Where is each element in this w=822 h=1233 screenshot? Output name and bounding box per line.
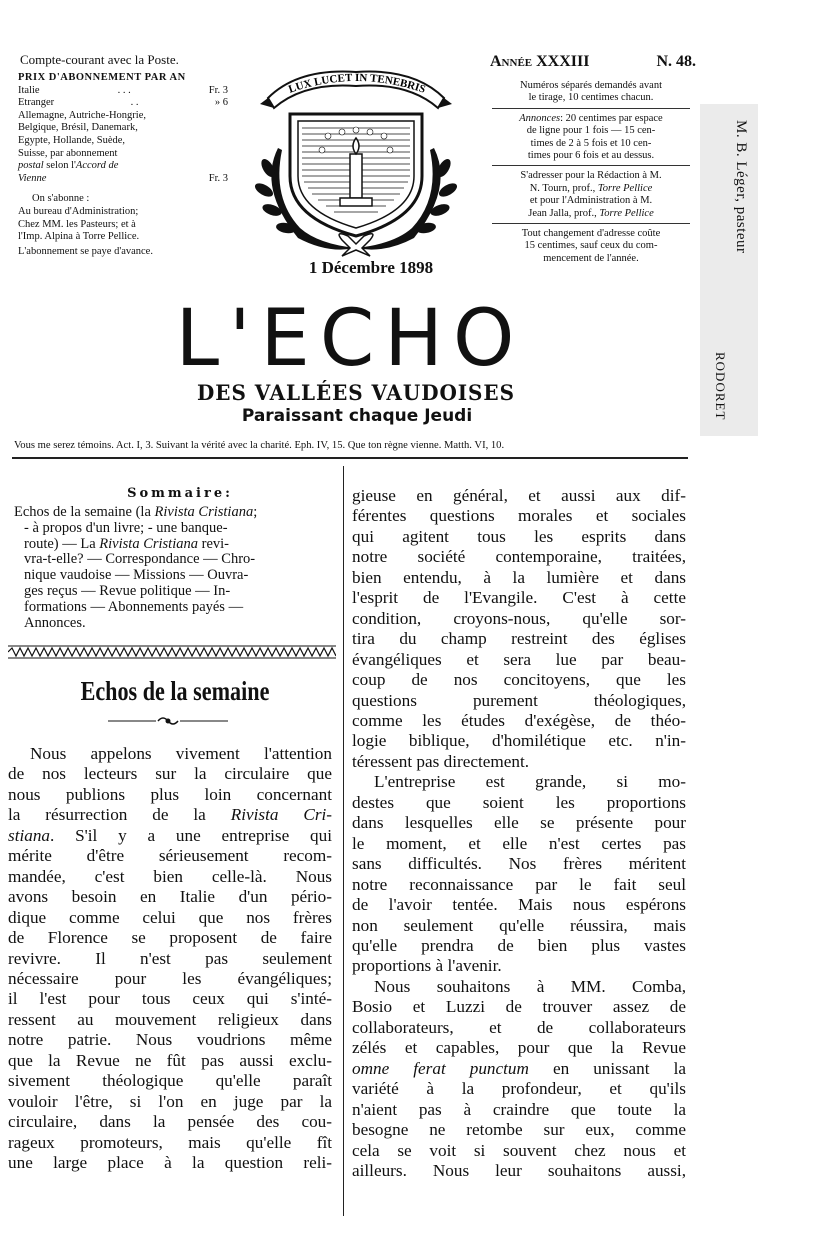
subscribe-line: Au bureau d'Administration;: [18, 205, 139, 217]
summary-text: - à propos d'un livre; - une banque-: [24, 519, 228, 536]
body-text: dique comme celui que nos frères: [8, 907, 332, 927]
text-line: [8, 1030, 332, 1050]
text-line: [352, 916, 686, 936]
text-line: [8, 826, 332, 846]
summary-text: vra-t-elle? — Correspondance — Chro-: [24, 551, 256, 568]
body-text: qui agitent tous les esprits dans: [352, 526, 686, 546]
info-line: [492, 208, 690, 220]
text-line: [8, 908, 332, 928]
text-line: [352, 752, 686, 772]
subscription-title: PRIX D'ABONNEMENT PAR AN: [18, 72, 186, 83]
postal-price: Fr. 3: [208, 172, 228, 184]
body-text: mérite d'être sérieusement recom-: [8, 846, 332, 866]
text-line: [352, 609, 686, 629]
info-line: S'adresser pour la Rédaction à M.: [520, 170, 662, 182]
body-text: cela se voit si souvent chez nous et: [352, 1140, 686, 1160]
info-line: Numéros séparés demandés avant: [520, 80, 662, 91]
summary-text: nique vaudoise — Missions — Ouvra-: [24, 567, 249, 584]
text-line: [352, 588, 686, 608]
text-line: [8, 1010, 332, 1030]
price-row: [18, 97, 228, 110]
text-line: [8, 1071, 332, 1091]
summary-italic: Rivista Cristiana: [99, 535, 198, 552]
text-line: [8, 764, 332, 784]
body-text: une large place à la question reli-: [8, 1153, 332, 1173]
text-line: [8, 928, 332, 948]
body-text: revivre. Il n'est pas seulement: [8, 948, 332, 968]
body-text: Nous appelons vivement l'attention: [30, 744, 332, 763]
body-text: vouloir l'être, si l'on en juge par la: [8, 1091, 332, 1111]
publication-info: [492, 80, 690, 265]
body-text: logie biblique, d'homilétique etc. n'in-: [352, 731, 686, 751]
article-column-right: [352, 486, 686, 1181]
text-line: [8, 867, 332, 887]
body-text: l'esprit de l'Evangile. C'est à cette: [352, 588, 686, 608]
postal-line: Allemagne, Autriche-Hongrie,: [18, 109, 146, 121]
price-country: Italie: [18, 84, 40, 96]
italic-text: stiana: [8, 825, 51, 845]
text-line: [8, 1153, 332, 1173]
body-text: circulaire, dans la pensée des cou-: [8, 1112, 332, 1132]
postal-line: Suisse, par abonnement: [18, 147, 118, 159]
info-line: times de 2 à 5 fois et 10 cen-: [530, 137, 652, 149]
summary-text: Echos de la semaine (la: [14, 504, 155, 520]
text-line: [352, 772, 686, 792]
info-line: 15 centimes, sauf ceux du com-: [524, 240, 658, 252]
body-text: il l'est pour tous ceux qui s'inté-: [8, 989, 332, 1009]
text-line: [8, 989, 332, 1009]
text-line: [8, 1112, 332, 1132]
text-line: [352, 506, 686, 526]
price-country: Etranger: [18, 97, 55, 109]
body-text: férentes questions morales et sociales: [352, 506, 686, 526]
text-line: [352, 834, 686, 854]
body-text: gieuse en général, et aussi aux dif-: [352, 486, 686, 505]
body-text: collaborateurs, et de collaborateurs: [352, 1017, 686, 1037]
summary-text: formations — Abonnements payés —: [24, 598, 244, 615]
price-value: » 6: [214, 97, 228, 109]
italic-text: Rivista Cri-: [230, 805, 333, 825]
summary-title: Sommaire:: [127, 486, 233, 501]
text-line: [352, 731, 686, 751]
body-text: Nous souhaitons à MM. Comba,: [374, 976, 686, 996]
text-line: [352, 1141, 686, 1161]
subscribe-line: l'Imp. Alpina à Torre Pellice.: [18, 231, 140, 243]
annonces-label: Annonces: [519, 112, 561, 124]
postal-line: [18, 160, 228, 173]
body-text: évangéliques et sera lue par beau-: [352, 649, 686, 669]
body-text: sivement théologique qu'elle paraît: [8, 1071, 332, 1091]
text-line: [352, 936, 686, 956]
body-text: qu'elle prendra de bien plus vastes: [352, 935, 686, 955]
body-text: rageux promoteurs, mais qu'elle fît: [8, 1132, 332, 1152]
postal-italic: Vienne: [18, 172, 47, 184]
text-line: [8, 1051, 332, 1071]
text-line: [8, 949, 332, 969]
body-text: proportions à l'avenir.: [352, 956, 502, 976]
text-line: [8, 846, 332, 866]
masthead-rule: [12, 457, 688, 459]
text-line: [352, 711, 686, 731]
banner-motto: LUX LUCET IN TENEBRIS: [287, 71, 427, 96]
issue-number: N. 48.: [656, 53, 696, 70]
text-line: [352, 486, 686, 506]
body-text: nous publions plus loin concernant: [8, 784, 332, 804]
article-column-left: [8, 744, 332, 1174]
body-text: nécessaire pour les évangéliques;: [8, 968, 332, 988]
body-text: tira du champ restreint des églises: [352, 629, 686, 649]
text-line: [352, 813, 686, 833]
summary-line: [14, 568, 334, 584]
text-line: [352, 670, 686, 690]
body-text: notre reconnaissance par le fait seul: [352, 874, 686, 894]
text-line: [352, 1100, 686, 1120]
info-text: N. Tourn, prof.,: [529, 182, 598, 194]
year-label: Année XXXIII: [490, 53, 590, 70]
body-text: notre patrie. Nous voudrions même: [8, 1030, 332, 1050]
text-line: [352, 793, 686, 813]
text-line: [352, 1079, 686, 1099]
body-text: destes que soient les proportions: [352, 792, 686, 812]
info-text: Jean Jalla, prof.,: [528, 207, 600, 219]
body-text: questions purement théologiques,: [352, 690, 686, 710]
body-text: non seulement qu'elle réussira, mais: [352, 915, 686, 935]
body-text: zélés et capables, pour que la Revue: [352, 1038, 686, 1058]
summary-line: [14, 505, 334, 521]
body-text: en unissant la: [528, 1058, 686, 1078]
text-line: [352, 1018, 686, 1038]
summary-text: route) — La: [24, 535, 100, 552]
summary-line: [14, 552, 334, 568]
text-line: [352, 547, 686, 567]
issue-header: [490, 53, 696, 71]
text-line: [352, 1059, 686, 1079]
body-text: téressent pas directement.: [352, 751, 530, 771]
text-line: [352, 691, 686, 711]
text-line: [352, 527, 686, 547]
text-line: [352, 650, 686, 670]
subscribe-title: On s'abonne :: [32, 193, 90, 205]
summary-text: Annonces.: [24, 614, 86, 631]
postal-line: Egypte, Hollande, Suède,: [18, 134, 126, 146]
text-line: [352, 895, 686, 915]
section-heading: Echos de la semaine: [80, 676, 270, 706]
postal-price-row: [18, 173, 228, 186]
body-text: sans difficultés. Nos frères méritent: [352, 854, 686, 874]
stamp-place: RODORET: [713, 352, 728, 421]
info-line: le tirage, 10 centimes chacun.: [528, 92, 654, 104]
body-text: que la Revue ne fût pas aussi exclu-: [8, 1050, 332, 1070]
price-dots: . . .: [117, 84, 131, 96]
postal-italic: postal: [18, 160, 44, 172]
body-text: coup de nos concitoyens, que les: [352, 670, 686, 690]
postal-account-note: Compte-courant avec la Poste.: [20, 52, 179, 67]
italic-text: omne ferat punctum: [352, 1058, 529, 1078]
publication-frequency: Paraissant chaque Jeudi: [241, 406, 473, 426]
address-stamp: [700, 104, 758, 436]
body-text: ailleurs. Nous leur souhaitons aussi,: [352, 1160, 686, 1180]
body-text: bien entendu, à la lumière et dans: [352, 567, 686, 587]
body-text: de Florence se proposent de faire: [8, 928, 332, 948]
summary-text: ;: [253, 504, 258, 520]
body-text: ressent au mouvement religieux dans: [8, 1009, 332, 1029]
text-line: [8, 1092, 332, 1112]
heading-flourish: [108, 714, 228, 728]
body-text: Bosio et Luzzi de trouver assez de: [352, 997, 686, 1017]
body-text: de l'avoir tentée. Mais nous espérons: [352, 895, 686, 915]
summary-line: [14, 584, 334, 600]
info-line: [492, 113, 690, 125]
text-line: [352, 956, 686, 976]
body-text: comme les études d'exégèse, de théo-: [352, 710, 686, 730]
summary-italic: Rivista Cristiana: [154, 504, 254, 520]
info-line: [492, 183, 690, 195]
price-row: [18, 85, 228, 98]
body-text: de nos lecteurs sur la circulaire que: [8, 764, 332, 784]
text-line: [352, 997, 686, 1017]
text-line: [8, 805, 332, 825]
info-line: de ligne pour 1 fois — 15 cen-: [526, 125, 656, 137]
stamp-recipient: M. B. Léger, pasteur: [733, 120, 749, 254]
text-line: [352, 1038, 686, 1058]
text-line: [352, 977, 686, 997]
body-text: la résurrection de la: [8, 805, 231, 825]
summary-text: revi-: [198, 535, 229, 552]
body-text: besogne ne retombe sur eux, comme: [352, 1120, 686, 1140]
summary-line: [14, 616, 334, 632]
text-line: [8, 744, 332, 764]
newspaper-subtitle: DES VALLÉES VAUDOISES: [197, 380, 515, 405]
text-line: [8, 1133, 332, 1153]
postal-mid: selon l': [43, 160, 76, 172]
column-divider: [343, 466, 344, 1216]
body-text: mandée, c'est bien celle-là. Nous: [8, 866, 332, 886]
text-line: [352, 629, 686, 649]
summary-list: [14, 505, 334, 631]
body-text: le moment, et elle n'est certes pas: [352, 833, 686, 853]
info-line: mencement de l'année.: [543, 252, 639, 264]
price-dots: . .: [130, 97, 139, 109]
info-line: Tout changement d'adresse coûte: [521, 228, 661, 240]
body-text: notre société contemporaine, traitées,: [352, 547, 686, 567]
info-text: : 20 centimes par espace: [560, 112, 663, 124]
body-text: variété à la profondeur, et qu'ils: [352, 1079, 686, 1099]
subscribe-line: Chez MM. les Pasteurs; et à: [18, 218, 136, 230]
body-text: dans lesquelles elle se présente pour: [352, 813, 686, 833]
scripture-motto: Vous me serez témoins. Act. I, 3. Suivant la vérité avec la charité. Eph. IV, 15. Que ton règne vienne. Matth. VI, 10.: [14, 440, 505, 451]
info-line: times pour 6 fois et au dessus.: [527, 150, 655, 162]
postal-line: Belgique, Brésil, Danemark,: [18, 122, 138, 134]
info-line: et pour l'Administration à M.: [529, 195, 653, 207]
summary-text: ges reçus — Revue politique — In-: [24, 582, 231, 599]
postal-italic: Accord de: [75, 160, 119, 172]
summary-line: [14, 537, 334, 553]
text-line: [352, 568, 686, 588]
text-line: [352, 854, 686, 874]
issue-date: 1 Décembre 1898: [308, 258, 434, 277]
newspaper-title: L'ECHO: [175, 294, 525, 384]
body-text: n'aient pas à craindre que toute la: [352, 1099, 686, 1119]
body-text: . S'il y a une entreprise qui: [50, 825, 332, 845]
summary-line: [14, 600, 334, 616]
text-line: [352, 875, 686, 895]
waldensian-emblem: [238, 58, 474, 258]
place-italic: Torre Pellice: [599, 207, 654, 219]
body-text: avons besoin en Italie d'un pério-: [8, 887, 332, 907]
summary-line: [14, 521, 334, 537]
text-line: [8, 969, 332, 989]
subscription-prices: [18, 72, 228, 258]
place-italic: Torre Pellice: [597, 182, 653, 194]
body-text: condition, croyons-nous, qu'elle sor-: [352, 608, 686, 628]
text-line: [8, 785, 332, 805]
text-line: [352, 1120, 686, 1140]
price-value: Fr. 3: [208, 84, 228, 96]
body-text: L'entreprise est grande, si mo-: [374, 772, 686, 792]
ornamental-rule: [8, 644, 336, 660]
text-line: [8, 887, 332, 907]
text-line: [352, 1161, 686, 1181]
advance-note: L'abonnement se paye d'avance.: [18, 245, 153, 257]
